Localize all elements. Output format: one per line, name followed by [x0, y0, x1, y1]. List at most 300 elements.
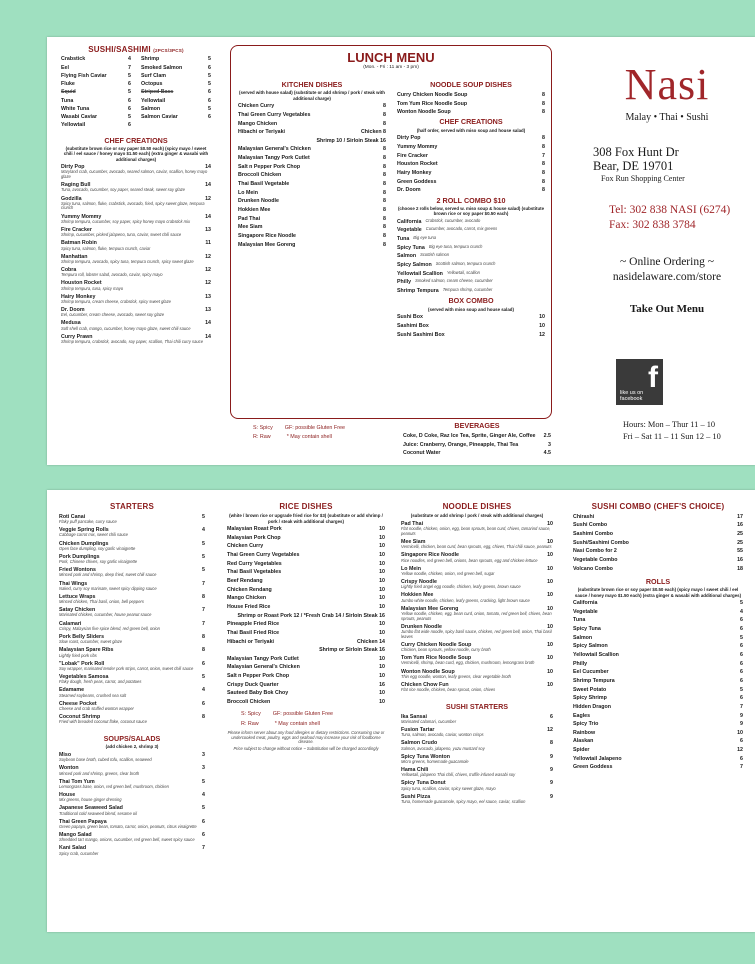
menu-item-price: 6: [202, 660, 205, 667]
menu-item-price: 8: [542, 178, 545, 185]
menu-item-price: 6: [202, 832, 205, 839]
menu-item-price: 8: [383, 224, 386, 231]
box-combo-note: (served with miso soup and house salad): [428, 306, 514, 312]
sushi-sashimi-name: Striped Bass: [141, 89, 174, 96]
menu-item-name: Thai Green Curry Vegetables: [238, 111, 311, 118]
sushi-sashimi-price: 5: [208, 56, 211, 63]
menu-item: [238, 224, 386, 230]
menu-item-desc: Jumbo white noodle, chicken, leafy greens, cracking, light brown sauce: [401, 597, 530, 603]
menu-item-name: Eel Cucumber: [573, 669, 609, 676]
menu-item-price: 8: [383, 163, 386, 170]
menu-item-price: 9: [550, 780, 553, 787]
menu-item-name: Mango Chicken: [238, 120, 278, 127]
facebook-badge-text: like us on facebook: [620, 389, 644, 402]
menu-item-desc: Cheese and crab stuffed wonton wrapper: [59, 705, 134, 711]
sushi-sashimi-price: 6: [128, 105, 131, 112]
menu-item-price: 8: [383, 232, 386, 239]
hours-weekday: Hours: Mon – Thur 11 – 10: [623, 420, 716, 429]
menu-item: [403, 450, 551, 456]
menu-item-name: Drunken Noodle: [238, 198, 279, 205]
menu-item-name: Japanese Seaweed Salad: [59, 805, 123, 812]
sushi-sashimi-name: Flying Fish Caviar: [61, 72, 107, 79]
lunch-chef-creations-list: [397, 135, 545, 193]
rice-title: RICE DISHES: [279, 502, 333, 511]
menu-item: [227, 595, 385, 601]
menu-item-name: Thai Green Curry Vegetables: [227, 552, 300, 559]
lunch-hours: (Mon. - Fri : 11 am - 3 pm): [363, 65, 419, 70]
combo-roll-desc: Scottish salmon: [420, 252, 450, 258]
menu-item-name: Malaysian Mee Goreng: [401, 605, 459, 612]
sushi-sashimi-item: [141, 73, 211, 79]
menu-item-price: 5: [202, 778, 205, 785]
two-roll-combo-title: 2 ROLL COMBO $10: [436, 195, 506, 205]
menu-item-desc: Vermicelli, chicken, bean curd, bean sprouts, egg, chives, Thai chili sauce, peanuts: [401, 544, 552, 550]
menu-item-price: 12: [737, 747, 743, 754]
sushi-starters-title: SUSHI STARTERS: [445, 701, 509, 711]
menu-item: [573, 540, 743, 546]
menu-item-price: 10: [379, 586, 385, 593]
menu-item-price: 55: [737, 548, 743, 555]
menu-item-price: 5: [740, 686, 743, 693]
chef-creations-title: CHEF CREATIONS: [104, 135, 168, 145]
menu-item-desc: Minced chicken, Thai basil, onion, bell peppers: [59, 599, 144, 605]
sushi-starters-list: [401, 714, 553, 805]
menu-item-name: Salmon Crudo: [401, 740, 438, 747]
menu-item: [238, 242, 386, 248]
menu-item-price: 3: [548, 441, 551, 448]
menu-item-name: Thai Basil Vegetable: [238, 181, 290, 188]
menu-item-name: Yummy Mommy: [61, 213, 102, 220]
menu-item-name: Hairy Monkey: [397, 170, 432, 177]
menu-item-name: Dirty Pop: [61, 164, 85, 171]
combo-roll-item: [397, 253, 545, 259]
menu-item-name: California: [573, 600, 598, 607]
menu-item-desc: Yellowtail, jalapeno Thai chili, chives, truffle infused wasabi soy: [401, 772, 516, 778]
sushi-sashimi-name: Smoked Salmon: [141, 64, 183, 71]
combo-roll-desc: Big eye tuna: [413, 235, 437, 241]
menu-item-name: Sauteed Baby Bok Choy: [227, 690, 289, 697]
menu-item-price: 8: [383, 241, 386, 248]
box-combo-list: [397, 314, 545, 338]
menu-item-price: 10: [379, 655, 385, 662]
menu-item: [573, 548, 743, 554]
menu-item-name: Pad Thai: [401, 521, 424, 528]
menu-item-desc: Spicy tuna, salmon, fluke, tempura crunch, caviar: [61, 245, 151, 251]
rolls-note: (substitute brown rice or soy paper $0.50 each) (spicy mayo / sweet chili / eel sauce / honey mayo $1.50 each) (extra ginger & wasabi with additional charges): [574, 587, 742, 598]
menu-item-price: 10: [539, 322, 545, 329]
menu-item-price: 8: [550, 740, 553, 747]
combo-roll-item: [397, 219, 545, 225]
menu-item-name: Satay Chicken: [59, 607, 96, 614]
legend-shell: * May contain shell: [274, 720, 320, 727]
menu-item-name: Chicken Rendang: [227, 586, 272, 593]
menu-item-desc: Lightly fried angel egg noodle, chicken, leafy greens, brown sauce: [401, 584, 521, 590]
menu-item-name: Spicy Tuna Wonton: [401, 753, 450, 760]
menu-item-name: Mango Chicken: [227, 595, 267, 602]
menu-item: [238, 103, 386, 109]
menu-item-desc: Minced pork and shrimp, greens, clear broth: [59, 770, 140, 776]
menu-item-price: 8: [202, 633, 205, 640]
noodle-soup-title: NOODLE SOUP DISHES: [430, 80, 512, 89]
menu-item-name: Alaskan: [573, 738, 594, 745]
menu-item-desc: Rice noodles, red green bell, onions, bean sprouts, egg and chicken lettuce: [401, 557, 538, 563]
combo-roll-item: [397, 262, 545, 268]
menu-item-price: 10: [379, 621, 385, 628]
menu-item-desc: Marinated chicken, cucumber, house peanut sauce: [59, 612, 152, 618]
menu-item-price: 8: [542, 109, 545, 116]
nasi-logo: Nasi: [624, 60, 710, 109]
rice-column: [227, 502, 385, 752]
menu-item-price: 10: [379, 699, 385, 706]
menu-item-price: 8: [542, 100, 545, 107]
menu-item-desc: Shrimp, cucumber, picked jalapeno, tuna, caviar, sweet chili sauce: [61, 232, 182, 238]
sushi-sashimi-price: 4: [128, 56, 131, 63]
combo-roll-name: Yellowtail Scallion: [397, 270, 443, 277]
combo-roll-desc: Smoked salmon, cream cheese, cucumber: [415, 278, 493, 284]
menu-item-price: 8: [383, 172, 386, 179]
menu-item-name: Houston Rocket: [61, 280, 102, 287]
combo-roll-name: Philly: [397, 279, 412, 286]
sushi-sashimi-item: [61, 106, 131, 112]
menu-item: [238, 172, 386, 178]
sushi-sashimi-name: Yellowtail: [141, 97, 166, 104]
menu-item: [227, 699, 385, 705]
menu-item: [573, 695, 743, 701]
menu-item: [227, 604, 385, 610]
menu-item-price: Shrimp or Sirloin Steak 16: [319, 647, 385, 654]
menu-item-price: Shrimp or Roast Pork 12 / *Fresh Crab 14 / Sirloin Steak 16: [237, 612, 385, 619]
menu-item-price: 13: [205, 293, 211, 300]
menu-item-name: Dirty Pop: [397, 135, 421, 142]
menu-item-name: Fire Cracker: [61, 226, 92, 233]
menu-item-desc: Cabbage carrot mix, sweet chili sauce: [59, 532, 128, 538]
menu-item-name: Sushi/Sashimi Combo: [573, 539, 629, 546]
menu-item-name: Spicy Tuna: [573, 626, 601, 633]
sushi-sashimi-item: [141, 56, 211, 62]
menu-item: [227, 639, 385, 645]
menu-item-name: Calamari: [59, 620, 82, 627]
menu-item-name: Fried Wontons: [59, 567, 96, 574]
menu-item-desc: Tuna, homemade guacamole, spicy mayo, eel sauce, caviar, scallion: [401, 799, 526, 805]
lunch-menu-box: [230, 45, 552, 419]
menu-item-price: 25: [737, 531, 743, 538]
online-ordering-url[interactable]: nasidelaware.com/store: [612, 270, 722, 283]
menu-item-desc: Spicy tuna, salmon, fluke, crabstick, avocado, fried, spicy sweet glaze, tempura crunch: [61, 200, 205, 211]
facebook-icon: f: [648, 361, 658, 394]
menu-item-name: Chicken Curry: [227, 543, 264, 550]
menu-item-name: Roti Canai: [59, 513, 86, 520]
combo-roll-name: Vegetable: [397, 227, 422, 234]
menu-item-name: Curry Chicken Noodle Soup: [401, 641, 472, 648]
sushi-sashimi-price: 5: [208, 81, 211, 88]
menu-item: [573, 756, 743, 762]
menu-item-name: Thai Green Papaya: [59, 818, 107, 825]
legend-raw: R: Raw: [253, 434, 271, 440]
menu-item-price: 13: [205, 306, 211, 313]
menu-item-name: Chicken Curry: [238, 103, 275, 110]
sushi-sashimi-item: [141, 114, 211, 120]
menu-item: [397, 187, 545, 193]
menu-sheet-front: [47, 37, 755, 465]
menu-item-price: 10: [379, 569, 385, 576]
sushi-sashimi-item: [61, 89, 131, 95]
menu-item: [238, 216, 386, 222]
menu-item-price: 10: [547, 521, 553, 528]
kitchen-dishes-note: (served with house salad) (substitute or add shrimp / pork / steak with additional charge): [239, 90, 385, 101]
menu-item-price: 10: [547, 655, 553, 662]
menu-item-desc: Green papaya, green bean, tomato, carrot, onion, peanuts, citrus vinaigrette: [59, 823, 197, 829]
menu-item-price: 8: [383, 189, 386, 196]
menu-item: [227, 552, 385, 558]
menu-item-name: Pad Thai: [238, 215, 261, 222]
menu-item: [238, 121, 386, 127]
sushi-sashimi-name: Fluke: [61, 81, 75, 88]
menu-item-name: Thai Tom Yum: [59, 778, 95, 785]
menu-item-name: Curry Chicken Noodle Soup: [397, 91, 468, 98]
combo-roll-desc: Yellowtail, scallion: [446, 269, 480, 275]
menu-item-price: 8: [383, 181, 386, 188]
menu-item-name: Kani Salad: [59, 845, 87, 852]
rice-list: [227, 526, 385, 705]
kitchen-dishes-title: KITCHEN DISHES: [281, 80, 343, 89]
menu-item: [573, 704, 743, 710]
menu-item-price: 4: [740, 608, 743, 615]
menu-item: [227, 630, 385, 636]
menu-item-name: Broccoli Chicken: [227, 699, 271, 706]
rolls-list: [573, 600, 743, 770]
starters-list: [59, 514, 205, 725]
menu-item-name: Eagles: [573, 712, 591, 719]
menu-item: [238, 112, 386, 118]
menu-item-price: 5: [202, 540, 205, 547]
lunch-legend: [253, 425, 403, 440]
sushi-sashimi-item: [61, 122, 131, 128]
sushi-sashimi-item: [141, 106, 211, 112]
combo-roll-item: [397, 271, 545, 277]
menu-item: [227, 690, 385, 696]
menu-item-name: Batman Robin: [61, 240, 97, 247]
sushi-sashimi-price: 5: [128, 72, 131, 79]
sushi-sashimi-grid: [61, 56, 211, 128]
menu-item-desc: Shrimp tempura, crabstick, avocado, soy paper, scallion, Thai chili curry sauce: [61, 338, 203, 344]
menu-item-price: 10: [379, 578, 385, 585]
menu-item-name: Malaysian Roast Pork: [227, 526, 282, 533]
menu-item-price: 10: [379, 664, 385, 671]
menu-item: [573, 531, 743, 537]
menu-item-name: Fusion Tartar: [401, 727, 435, 734]
menu-item-price: 4: [202, 792, 205, 799]
menu-item-price: 10: [547, 539, 553, 546]
menu-item-price: 16: [737, 557, 743, 564]
menu-item: [397, 144, 545, 150]
menu-item: [573, 713, 743, 719]
menu-item-name: Mee Siam: [401, 539, 426, 546]
menu-item: [573, 661, 743, 667]
combo-roll-desc: Crabstick, cucumber, avocado: [425, 217, 481, 223]
sushi-sashimi-price: 5: [208, 105, 211, 112]
two-roll-combo-list: [397, 219, 545, 294]
soups-note: (add chicken 2, shrimp 3): [105, 744, 159, 750]
menu-item-name: Dr. Doom: [397, 187, 421, 194]
chef-creations-note: (substitute brown rice or soy paper $0.50 each) (spicy mayo / sweet chili / eel sauce / honey mayo $1.50 each) (extra ginger & wasabi with additional charges): [63, 146, 209, 162]
menu-item-name: Yellowtail Scallion: [573, 652, 619, 659]
menu-item-name: Spicy Salmon: [573, 643, 608, 650]
sushi-sashimi-item: [141, 81, 211, 87]
two-roll-combo-note: (choose 2 rolls below, served w. miso soup & house salad) (substitute brown rice or soy paper $0.50 each): [397, 206, 545, 217]
sushi-sashimi-price: 6: [208, 97, 211, 104]
menu-item-desc: Flaky dough, fresh peas, carrot, and potatoes: [59, 679, 142, 685]
sushi-sashimi-name: Octopus: [141, 81, 163, 88]
menu-item: [227, 673, 385, 679]
brand-panel: [579, 37, 755, 465]
menu-item-price: 14: [205, 320, 211, 327]
menu-item: [397, 170, 545, 176]
sushi-sashimi-item: [141, 89, 211, 95]
menu-item-desc: Fried with breaded coconut flake, coconut sauce: [59, 719, 147, 725]
sushi-combo-column: [573, 502, 743, 771]
menu-item-name: Vegetable Combo: [573, 557, 618, 564]
menu-item-name: Shrimp Tempura: [573, 677, 615, 684]
menu-item-name: Vegetables Samosa: [59, 673, 109, 680]
beverages-title: BEVERAGES: [454, 421, 500, 430]
sushi-sashimi-name: Squid: [61, 89, 76, 96]
menu-item-name: Volcano Combo: [573, 565, 613, 572]
menu-item-price: 6: [202, 818, 205, 825]
menu-item-name: Godzilla: [61, 195, 82, 202]
menu-item-price: Shrimp 10 / Sirloin Steak 16: [316, 137, 386, 144]
sushi-sashimi-name: Surf Clam: [141, 72, 167, 79]
menu-item-price: 10: [379, 690, 385, 697]
rolls-title: ROLLS: [645, 576, 671, 586]
menu-item: [238, 190, 386, 196]
menu-item-name: Malaysian Tangy Pork Cutlet: [238, 155, 310, 162]
legend-shell: * May contain shell: [286, 434, 332, 440]
menu-item-desc: Traditional cold seaweed blend, sesame oil: [59, 810, 137, 816]
menu-item-name: Manhattan: [61, 253, 88, 260]
menu-item: [573, 669, 743, 675]
soups-title: SOUPS/SALADS: [103, 733, 161, 743]
menu-item-price: 4: [202, 527, 205, 534]
menu-item-price: 6: [740, 626, 743, 633]
menu-item-name: Yummy Mommy: [397, 144, 438, 151]
menu-item-name: Broccoli Chicken: [238, 172, 282, 179]
menu-item-price: 14: [205, 164, 211, 171]
menu-item-price: 6: [740, 652, 743, 659]
menu-item: [238, 207, 386, 213]
menu-item-name: Pork Belly Sliders: [59, 633, 105, 640]
menu-item-price: 12: [205, 195, 211, 202]
facebook-badge[interactable]: [616, 359, 663, 405]
menu-item-price: 8: [383, 155, 386, 162]
menu-item: [573, 522, 743, 528]
menu-item-name: Tuna: [573, 617, 586, 624]
menu-item-name: Dr. Doom: [61, 306, 85, 313]
address-mall: Fox Run Shopping Center: [601, 173, 685, 183]
menu-item: [227, 535, 385, 541]
menu-item-name: Chirashi: [573, 513, 595, 520]
menu-item: [573, 764, 743, 770]
combo-roll-name: California: [397, 218, 422, 225]
menu-item-price: 7: [202, 620, 205, 627]
menu-item: [573, 600, 743, 606]
menu-item-name: Medusa: [61, 320, 81, 327]
menu-item: [227, 526, 385, 532]
menu-item-desc: Shrimp tempura, tuna, spicy mayo: [61, 285, 124, 291]
menu-item-name: Singapore Rice Noodle: [401, 552, 459, 559]
menu-item-name: Wonton Noodle Soup: [401, 668, 455, 675]
phone-tel: Tel: 302 838 NASI (6274): [609, 203, 731, 216]
menu-item-name: Miso: [59, 752, 72, 758]
menu-item-desc: Soybean base broth, cubed tofu, scallion, seaweed: [59, 757, 152, 763]
menu-item-price: 8: [383, 206, 386, 213]
sushi-sashimi-price: [207, 122, 211, 128]
menu-item-desc: Shrimp tempura, cream cheese, crabstick, spicy sweet glaze: [61, 298, 171, 304]
menu-item-name: Wonton Noodle Soup: [397, 109, 451, 116]
menu-item-name: Red Curry Vegetables: [227, 560, 282, 567]
menu-item-price: 8: [383, 215, 386, 222]
menu-item: [573, 652, 743, 658]
menu-item-price: 14: [205, 333, 211, 340]
menu-item-price: 5: [740, 634, 743, 641]
menu-item-price: 10: [547, 565, 553, 572]
menu-item: [227, 543, 385, 549]
menu-item-price: 10: [547, 579, 553, 586]
menu-item-price: 8: [542, 187, 545, 194]
menu-item-price: 8: [383, 111, 386, 118]
menu-item-desc: Shrimp tempura, avocado, spicy tuna, tempura crunch, spicy sweet glaze: [61, 258, 194, 264]
menu-item-price: 5: [740, 600, 743, 607]
menu-item-desc: Flaky puff pancake, curry sauce: [59, 519, 117, 525]
menu-item: [573, 514, 743, 520]
menu-item-price: 14: [205, 213, 211, 220]
sushi-sashimi-item: [61, 56, 131, 62]
menu-item: [573, 617, 743, 623]
noodle-title: NOODLE DISHES: [442, 502, 512, 511]
menu-item-name: Chicken Dumplings: [59, 540, 109, 547]
online-ordering-label: ~ Online Ordering ~: [620, 255, 714, 268]
menu-item-price: 10: [379, 560, 385, 567]
sushi-sashimi-title: SUSHI/SASHIMI (2PCS/3PCS): [88, 45, 184, 54]
sushi-sashimi-price: 6: [208, 89, 211, 96]
menu-item: [397, 109, 545, 115]
legend-spicy: S: Spicy: [253, 425, 273, 431]
menu-item: [397, 153, 545, 159]
menu-item-name: Green Goddess: [397, 178, 437, 185]
menu-item-name: Lo Mein: [401, 565, 422, 572]
menu-item-name: Nasi Combo for 2: [573, 548, 617, 555]
menu-item-name: Spicy Trio: [573, 721, 599, 728]
menu-item-price: 17: [737, 513, 743, 520]
lunch-menu-title: LUNCH MENU: [347, 50, 435, 65]
menu-item: [238, 181, 386, 187]
menu-item: [227, 682, 385, 688]
legend-gluten-free: GF: possible Gluten Free: [272, 711, 334, 718]
menu-item-price: 6: [740, 643, 743, 650]
menu-item: [397, 135, 545, 141]
menu-item-desc: Flat rice noodle, chicken, bean sprout, onion, chives: [401, 687, 496, 693]
menu-item: [397, 179, 545, 185]
menu-sheet-back: [47, 490, 755, 932]
menu-item-price: 7: [202, 845, 205, 852]
menu-item-name: Chicken Chow Fun: [401, 681, 449, 688]
menu-item-name: Fire Cracker: [397, 152, 428, 159]
menu-item-name: Green Goddess: [573, 764, 613, 771]
menu-item-price: 8: [542, 170, 545, 177]
combo-roll-item: [397, 236, 545, 242]
menu-item-name: Sushi Box: [397, 314, 423, 321]
menu-item-name: Vegetable: [573, 608, 598, 615]
menu-item: [573, 738, 743, 744]
